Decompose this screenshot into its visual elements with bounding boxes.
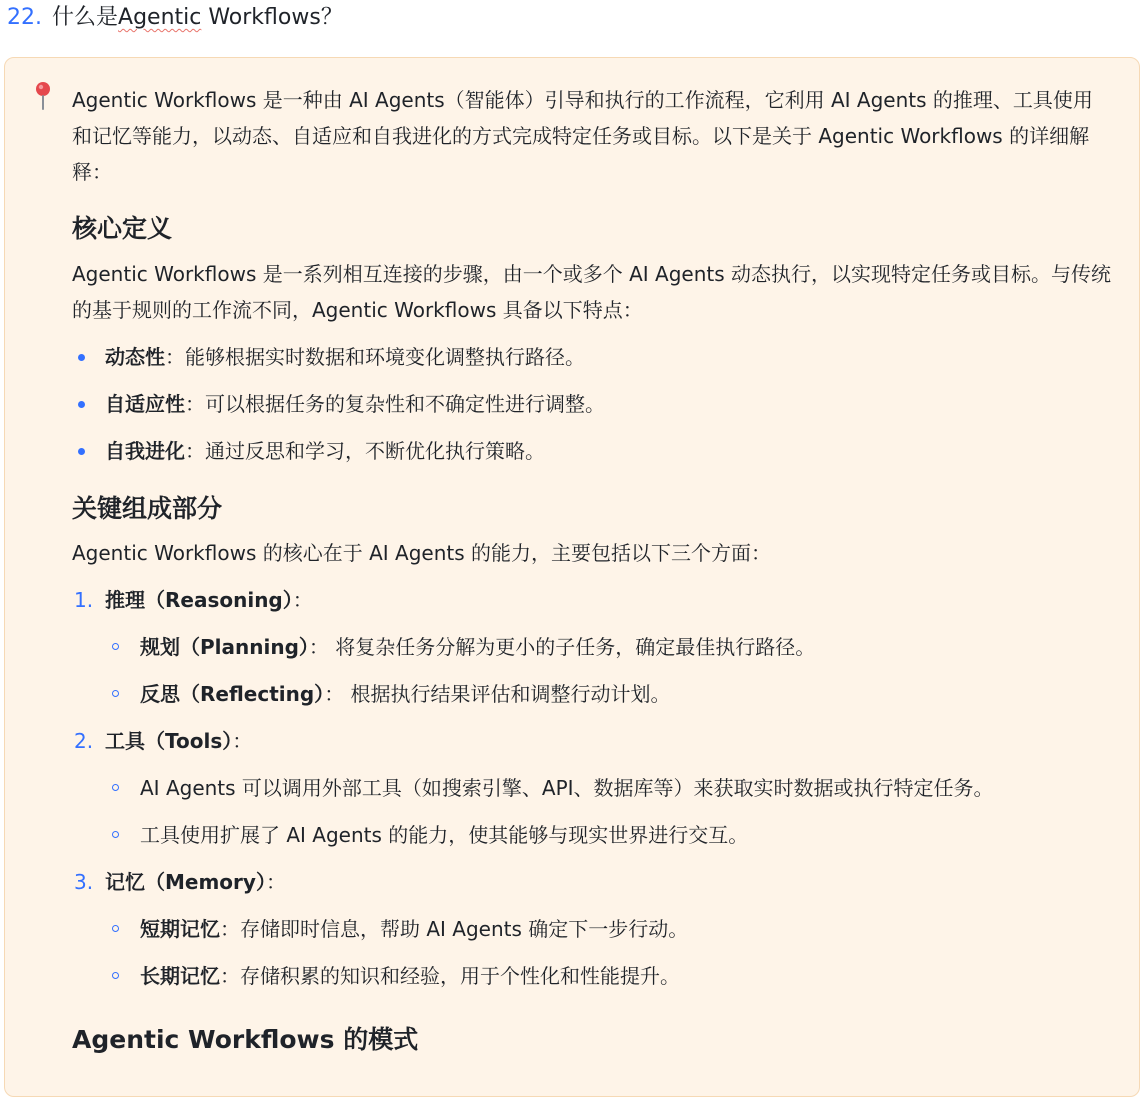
sub-item — [72, 817, 1112, 853]
list-item — [72, 433, 1112, 469]
item-text: ：可以根据任务的复杂性和不确定性进行调整。 — [185, 392, 605, 416]
item-colon: ： — [292, 588, 313, 612]
section-title-core-definition: 核心定义 — [72, 214, 173, 243]
feature-list — [72, 339, 1112, 469]
bullet-dot — [78, 354, 85, 361]
sub-item — [72, 629, 1112, 665]
sub-item — [72, 770, 1112, 806]
item-label: 自我进化 — [105, 439, 185, 463]
item-text: ：能够根据实时数据和环境变化调整执行路径。 — [165, 345, 585, 369]
sub-label: 规划（Planning） — [140, 635, 309, 659]
sub-item — [72, 958, 1112, 994]
list-item — [72, 864, 1112, 994]
item-heading — [72, 723, 1112, 759]
bullet-ring — [112, 831, 119, 838]
item-index: 3. — [74, 870, 94, 894]
bullet-dot — [78, 401, 85, 408]
heading-term: Agentic — [118, 5, 202, 30]
heading-prefix: 什么是 — [52, 5, 119, 30]
heading-suffix: Workflows？ — [201, 5, 343, 30]
item-label: 自适应性 — [105, 392, 185, 416]
sub-item — [72, 676, 1112, 712]
intro-paragraph: Agentic Workflows 是一种由 AI Agents（智能体）引导和执行的工作流程，它利用 AI Agents 的推理、工具使用和记忆等能力，以动态、自适应和自我进化的方式完成特定任务或目标。以下是关于 Agentic Workflows 的详细解释： — [72, 88, 1093, 184]
item-label: 工具（Tools） — [105, 729, 233, 753]
components-list — [72, 582, 1112, 994]
sub-text: 工具使用扩展了 AI Agents 的能力，使其能够与现实世界进行交互。 — [140, 823, 749, 847]
list-item — [72, 582, 1112, 712]
bullet-dot — [78, 448, 85, 455]
item-colon: ： — [232, 729, 253, 753]
sub-text: AI Agents 可以调用外部工具（如搜索引擎、API、数据库等）来获取实时数据或执行特定任务。 — [140, 776, 994, 800]
item-colon: ： — [265, 870, 286, 894]
bullet-ring — [112, 643, 119, 650]
heading-number: 22. — [7, 5, 42, 30]
section-title-key-components: 关键组成部分 — [72, 494, 223, 523]
bullet-ring — [112, 925, 119, 932]
item-index: 2. — [74, 729, 94, 753]
item-heading — [72, 582, 1112, 618]
bullet-ring — [112, 784, 119, 791]
page-title — [7, 2, 343, 34]
sub-list — [72, 629, 1112, 712]
item-index: 1. — [74, 588, 94, 612]
sub-text: ：存储积累的知识和经验，用于个性化和性能提升。 — [220, 964, 680, 988]
sub-label: 短期记忆 — [140, 917, 220, 941]
bullet-ring — [112, 972, 119, 979]
sub-item — [72, 911, 1112, 947]
callout-block — [4, 57, 1140, 1097]
sub-text: ： 根据执行结果评估和调整行动计划。 — [324, 682, 671, 706]
callout-content — [72, 82, 1112, 1060]
item-label: 记忆（Memory） — [105, 870, 266, 894]
section-title-patterns: Agentic Workflows 的模式 — [72, 1025, 419, 1054]
section-paragraph: Agentic Workflows 的核心在于 AI Agents 的能力，主要包括以下三个方面： — [72, 541, 771, 565]
sub-text: ：存储即时信息，帮助 AI Agents 确定下一步行动。 — [220, 917, 689, 941]
sub-text: ： 将复杂任务分解为更小的子任务，确定最佳执行路径。 — [308, 635, 816, 659]
sub-label: 长期记忆 — [140, 964, 220, 988]
sub-list — [72, 770, 1112, 853]
item-heading — [72, 864, 1112, 900]
item-label: 动态性 — [105, 345, 165, 369]
sub-list — [72, 911, 1112, 994]
section-paragraph: Agentic Workflows 是一系列相互连接的步骤，由一个或多个 AI Agents 动态执行，以实现特定任务或目标。与传统的基于规则的工作流不同，Agentic Workflows 具备以下特点： — [72, 262, 1111, 322]
item-label: 推理（Reasoning） — [105, 588, 293, 612]
item-text: ：通过反思和学习，不断优化执行策略。 — [185, 439, 545, 463]
list-item — [72, 723, 1112, 853]
list-item — [72, 339, 1112, 375]
list-item — [72, 386, 1112, 422]
pushpin-icon — [32, 81, 58, 111]
bullet-ring — [112, 690, 119, 697]
sub-label: 反思（Reflecting） — [140, 682, 325, 706]
